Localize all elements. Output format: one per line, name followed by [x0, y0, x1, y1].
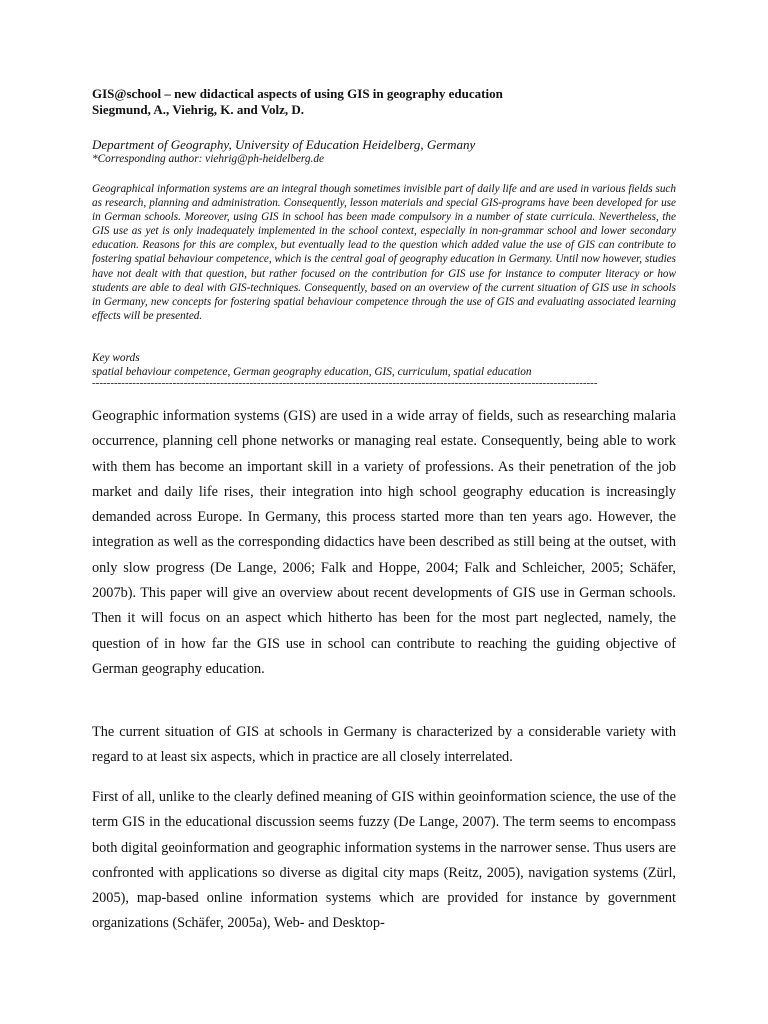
- keywords-text: spatial behaviour competence, German geography education, GIS, curriculum, spatial education: [92, 366, 532, 378]
- author-affiliation: Department of Geography, University of Education Heidelberg, Germany: [92, 137, 476, 152]
- body-paragraph-2: The current situation of GIS at schools in Germany is characterized by a considerable variety with regard to at least six aspects, which in practice are all closely interrelated.: [92, 724, 676, 766]
- abstract: Geographical information systems are an integral though sometimes invisible part of daily life and are used in various fields such as research, planning and administration. Consequently, lesson materials and special GIS-programs have been developed for use in German schools. Moreover, using GIS in school has been made compulsory in a number of state curricula. Nevertheless, the GIS use as yet is only inadequately implemented in the school context, especially in non-grammar school and lower secondary education. Reasons for this are complex, but eventually lead to the question which added value the use of GIS can contribute to fostering spatial behaviour competence, which is the central goal of geography education in Germany. Until now however, studies have not dealt with that question, but rather focused on the contribution for GIS use for instance to computer literacy or how students are able to deal with GIS-techniques. Consequently, based on an overview of the current situation of GIS use in schools in Germany, new concepts for fostering spatial behaviour competence through the use of GIS and evaluating associated learning effects will be presented.: [92, 183, 676, 322]
- paper-title: GIS@school – new didactical aspects of using GIS in geography education: [92, 86, 503, 101]
- paper-authors: Siegmund, A., Viehrig, K. and Volz, D.: [92, 102, 305, 117]
- body-paragraph-1: Geographic information systems (GIS) are used in a wide array of fields, such as researching malaria occurrence, planning cell phone networks or managing real estate. Consequently, being able to work with them has become an important skill in a variety of professions. As their penetration of the job market and daily life rises, their integration into high school geography education is increasingly demanded across Europe. In Germany, this process started more than ten years ago. However, the integration as well as the corresponding didactics have been described as still being at the outset, with only slow progress (De Lange, 2006; Falk and Hoppe, 2004; Falk and Schleicher, 2005; Schäfer, 2007b). This paper will give an overview about recent developments of GIS use in German schools. Then it will focus on an aspect which hitherto has been for the most part neglected, namely, the question of in how far the GIS use in school can contribute to reaching the guiding objective of German geography education.: [92, 408, 676, 677]
- body-paragraph-3: First of all, unlike to the clearly defined meaning of GIS within geoinformation science, the use of the term GIS in the educational discussion seems fuzzy (De Lange, 2007). The term seems to encompass both digital geoinformation and geographic information systems in the narrower sense. Thus users are confronted with applications so diverse as digital city maps (Reitz, 2005), navigation systems (Zürl, 2005), map-based online information systems which are provided for instance by government organizations (Schäfer, 2005a), Web- and Desktop-: [92, 789, 676, 932]
- section-divider: ------------------------------------------------------------------------------------------------------------------------------------------: [92, 377, 598, 389]
- corresponding-author: *Corresponding author: viehrig@ph-heidelberg.de: [92, 153, 325, 165]
- keywords-label: Key words: [92, 352, 140, 364]
